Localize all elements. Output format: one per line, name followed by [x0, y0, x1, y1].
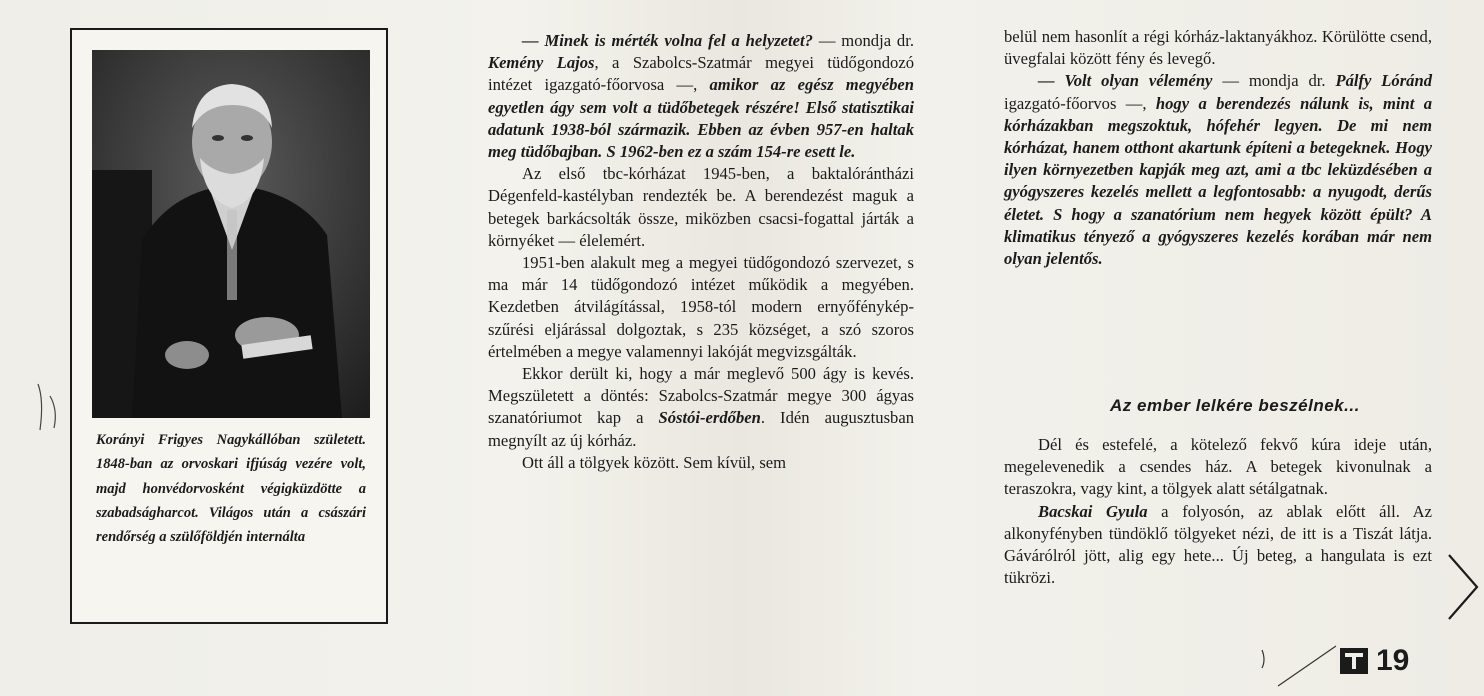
person-name: Bacskai Gyula: [1038, 501, 1148, 521]
paragraph: 1951-ben alakult meg a megyei tüdőgondozó szervezet, s ma már 14 tüdőgondozó intézet működik a megyében. Kezdetben átvilágítással, 1958-tól modern ernyőfénykép-szűrési eljárással dolgoztak, s 235 községet, a szó szoros értelmében a megye valamennyi lakóját megvizsgálták.: [488, 253, 914, 361]
page-number: 19: [1376, 644, 1410, 677]
quote-text: — Minek is mérték volna fel a helyzetet?: [522, 31, 813, 50]
page-footer: [1340, 646, 1409, 676]
photo-box: [70, 28, 388, 624]
paragraph: belül nem hasonlít a régi kórház-laktanyákhoz. Körülötte csend, üvegfalai között fény és levegő.: [1004, 27, 1432, 69]
text: a folyosón, az ablak előtt áll. Az alkonyfényben tündöklő tölgyeket nézi, de itt is a Tiszát látja. Gávárólról jött, alig egy hete... Új beteg, a hangulata is ezt tükrözi.: [1004, 501, 1432, 588]
portrait-photo: [92, 50, 370, 418]
text: igazgató-főorvos —,: [1004, 93, 1156, 113]
portrait-image: [92, 50, 370, 418]
person-name: Pálfy Lóránd: [1335, 71, 1433, 91]
paragraph: Dél és estefelé, a kötelező fekvő kúra ideje után, megelevenedik a csendes ház. A betegek kivonulnak a teraszokra, vagy kint, a tölgyek alatt sétálgatnak.: [1004, 435, 1432, 499]
paragraph: [488, 363, 914, 452]
text-column-1: [488, 30, 914, 474]
next-page-arrow-icon[interactable]: [1446, 552, 1480, 622]
text: Ekkor derült ki, hogy a már meglevő 500 ágy is kevés. Megszületett a döntés: Szabolcs-Szatmár megye 300 ágyas szanatóriumot kap a: [488, 364, 914, 428]
section-subheading: Az ember lelkére beszélnek...: [1110, 396, 1360, 415]
paragraph: Ott áll a tölgyek között. Sem kívül, sem: [522, 452, 787, 472]
caption-text: Korányi Frigyes Nagykállóban született. 1848-ban az orvoskari ifjúság vezére volt, majd honvédorvosként végigküzdötte a szabadságharcot. Világos után a császári rendőrség a szülőföldjén internálta: [96, 432, 366, 546]
paragraph: [1004, 70, 1432, 270]
text-column-2: [1004, 26, 1432, 270]
text: , a Szabolcs-Szatmár megyei tüdőgondozó intézet igazgató-főorvosa —,: [488, 53, 914, 95]
quote-text: — Volt olyan vélemény: [1038, 71, 1213, 91]
paragraph: [1004, 501, 1432, 590]
photo-caption: [96, 428, 366, 549]
text: . Idén augusztusban megnyílt az új kórház.: [488, 408, 914, 450]
place-name: Sóstói-erdőben: [658, 408, 761, 428]
quote-text: amikor az egész megyében egyetlen ágy sem volt a tüdőbetegek részére! Első statisztikai adatunk 1938-ból származik. Ebben az évben 957-en haltak meg tüdőbajban. S 1962-ben ez a szám 154-re esett le.: [488, 75, 914, 162]
quote-text: hogy a berendezés nálunk is, mint a kórházakban megszoktuk, hófehér legyen. De mi nem kórházat, hanem otthont akartunk építeni a betegeknek. Hogy ilyen környezetben kapják meg azt, ami a tbc leküzdésében a gyógyszeres kezelés mellett a legfontosabb: a nyugodt, derűs életet. S hogy a szanatórium nem hegyek között épült? A klimatikus tényező a gyógyszeres kezelés korában már nem olyan jelentős.: [1004, 93, 1432, 269]
magazine-logo-icon: [1340, 648, 1368, 674]
paragraph: [488, 30, 914, 163]
text: — mondja dr.: [812, 31, 914, 50]
text-column-3: [1004, 434, 1432, 589]
text: — mondja dr.: [1212, 71, 1336, 91]
paragraph: Az első tbc-kórházat 1945-ben, a baktalórántházi Dégenfeld-kastélyban rendezték be. A berendezést maguk a betegek barkácsolták össze, miközben csacsi-fogattal járták a környéket — élelemért.: [488, 164, 914, 250]
person-name: Kemény Lajos: [488, 53, 595, 73]
